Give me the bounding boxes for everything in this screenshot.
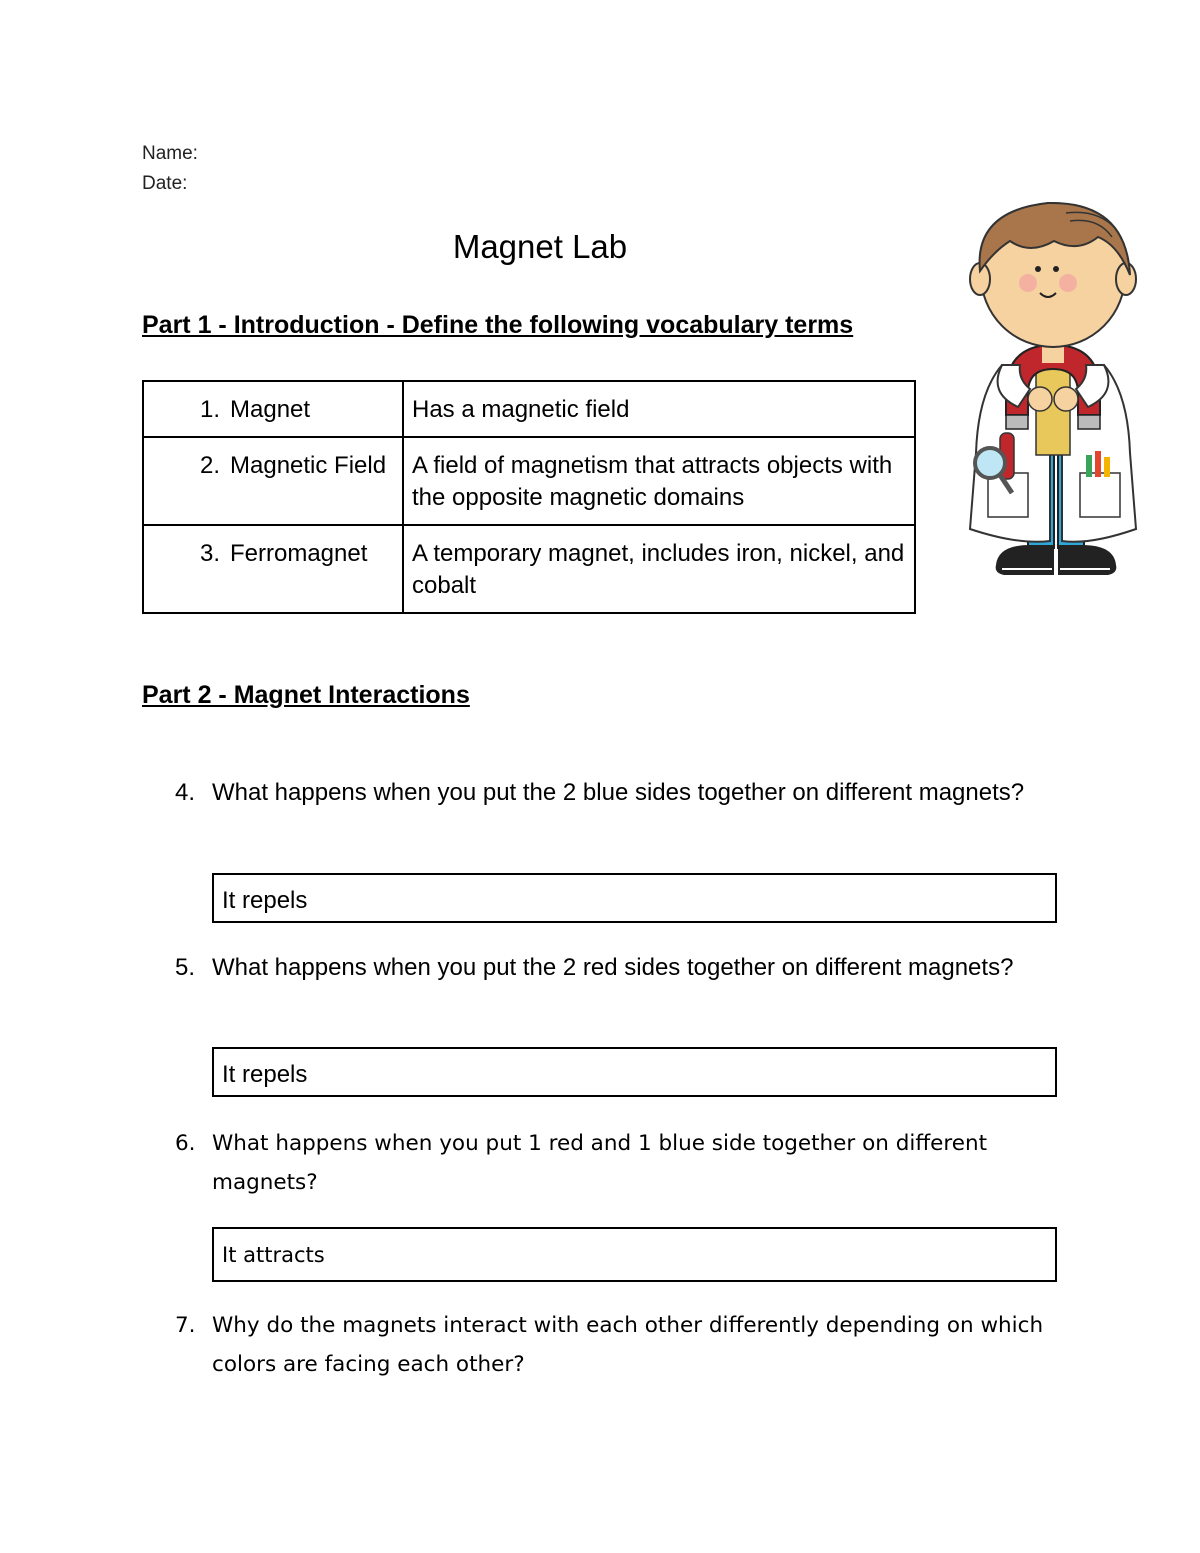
question-text: What happens when you put the 2 blue sides together on different magnets? xyxy=(212,779,1025,806)
answer-box-4[interactable]: It repels xyxy=(212,873,1057,923)
term-number: 3. xyxy=(199,540,220,567)
term-cell xyxy=(143,437,403,525)
question-text: What happens when you put 1 red and 1 blue side together on different magnets? xyxy=(212,1131,988,1195)
definition-cell: A field of magnetism that attracts objects with the opposite magnetic domains xyxy=(403,437,915,525)
question-number: 4. xyxy=(175,779,196,806)
answer-box-5[interactable]: It repels xyxy=(212,1047,1057,1097)
question-number: 7. xyxy=(175,1313,196,1338)
term-text: Ferromagnet xyxy=(230,540,368,567)
question-7 xyxy=(175,1306,1045,1384)
table-row xyxy=(143,525,915,613)
scientist-with-magnet-icon xyxy=(958,193,1148,585)
question-number: 5. xyxy=(175,954,196,981)
answer-box-6[interactable]: It attracts xyxy=(212,1227,1057,1282)
question-5 xyxy=(175,950,1045,986)
part1-heading: Part 1 - Introduction - Define the following vocabulary terms xyxy=(142,311,854,339)
part2-heading: Part 2 - Magnet Interactions xyxy=(142,681,470,709)
page-title: Magnet Lab xyxy=(452,228,628,265)
definition-cell: Has a magnetic field xyxy=(403,381,915,437)
term-cell xyxy=(143,381,403,437)
definition-cell: A temporary magnet, includes iron, nickel, and cobalt xyxy=(403,525,915,613)
question-text: What happens when you put the 2 red sides together on different magnets? xyxy=(212,954,1014,981)
term-cell xyxy=(143,525,403,613)
term-text: Magnetic Field xyxy=(230,452,387,479)
vocabulary-table xyxy=(142,380,916,614)
question-6 xyxy=(175,1124,1045,1202)
table-row xyxy=(143,437,915,525)
question-4 xyxy=(175,775,1045,811)
date-label: Date: xyxy=(142,173,188,194)
question-text: Why do the magnets interact with each other differently depending on which colors are facing each other? xyxy=(212,1313,1044,1377)
term-number: 1. xyxy=(199,396,220,423)
term-number: 2. xyxy=(199,452,220,479)
table-row xyxy=(143,381,915,437)
name-label: Name: xyxy=(142,143,198,164)
term-text: Magnet xyxy=(230,396,311,423)
question-number: 6. xyxy=(175,1131,196,1156)
